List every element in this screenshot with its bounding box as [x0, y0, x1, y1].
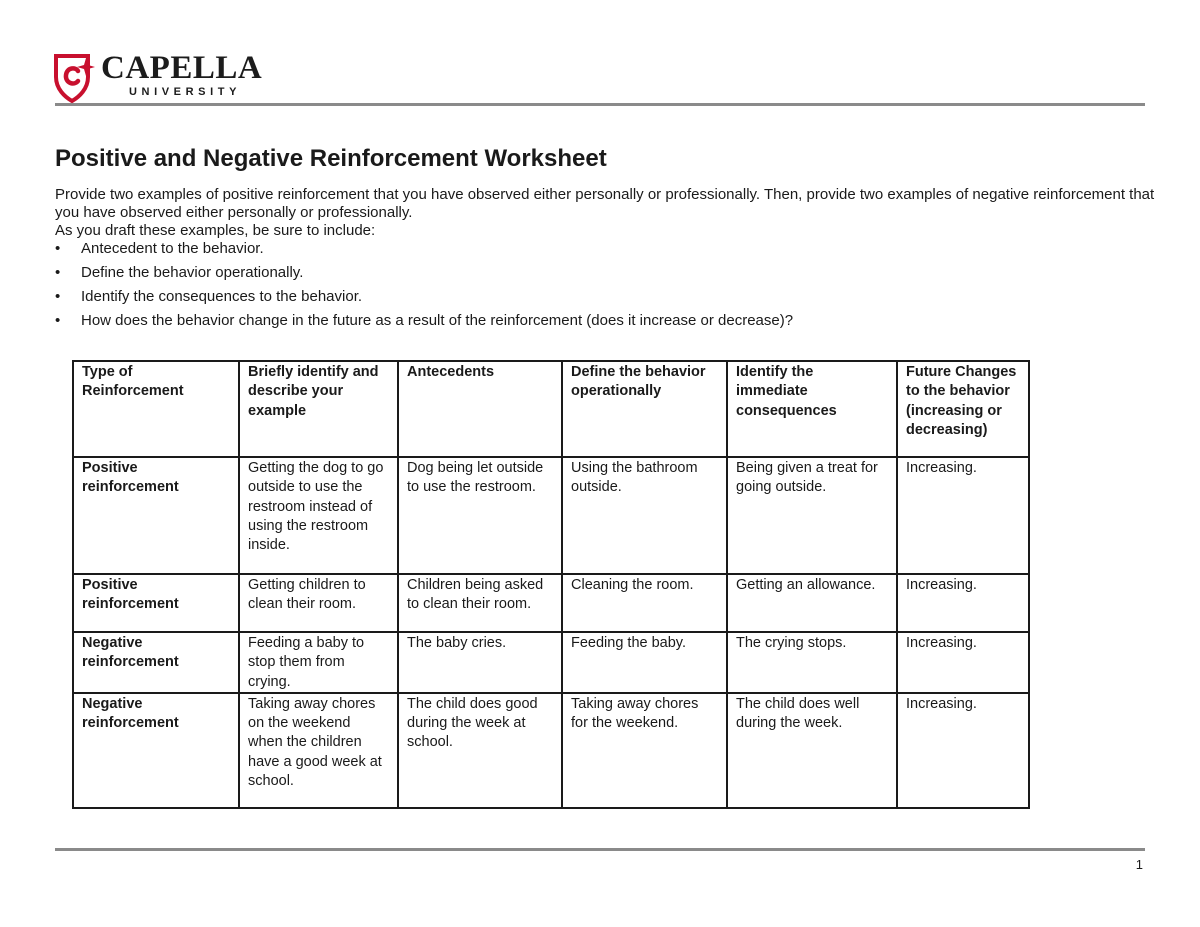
- table-row: [73, 574, 1029, 632]
- instructions-lead: As you draft these examples, be sure to include:: [55, 222, 376, 239]
- table-cell: Feeding the baby.: [562, 632, 727, 693]
- table-row: [73, 693, 1029, 808]
- list-item: • How does the behavior change in the future as a result of the reinforcement (does it increase or decrease)?: [55, 312, 1155, 330]
- column-header: Identify the immediate consequences: [727, 361, 897, 457]
- table-row: [73, 457, 1029, 574]
- table-cell: Getting children to clean their room.: [239, 574, 398, 632]
- table-cell: Increasing.: [897, 632, 1029, 693]
- logo-subtitle: UNIVERSITY: [129, 86, 242, 98]
- table-cell: Increasing.: [897, 693, 1029, 808]
- reinforcement-table: [72, 360, 1030, 809]
- table-cell: The child does well during the week.: [727, 693, 897, 808]
- page-title: Positive and Negative Reinforcement Worksheet: [55, 145, 607, 172]
- column-header: Briefly identify and describe your example: [239, 361, 398, 457]
- column-header: Future Changes to the behavior (increasing or decreasing): [897, 361, 1029, 457]
- table-cell: Positive reinforcement: [73, 457, 239, 574]
- table-cell: Increasing.: [897, 457, 1029, 574]
- list-item: • Define the behavior operationally.: [55, 264, 1155, 282]
- table-cell: The crying stops.: [727, 632, 897, 693]
- table-row: [73, 632, 1029, 693]
- column-header: Type of Reinforcement: [73, 361, 239, 457]
- table-header-row: [73, 361, 1029, 457]
- table-cell: Negative reinforcement: [73, 693, 239, 808]
- instructions-list: [55, 240, 1155, 330]
- instructions: [55, 186, 1155, 336]
- table-cell: Taking away chores for the weekend.: [562, 693, 727, 808]
- footer-divider: [55, 848, 1145, 851]
- table-cell: Dog being let outside to use the restroom.: [398, 457, 562, 574]
- list-item: • Identify the consequences to the behavior.: [55, 288, 1155, 306]
- table-cell: Feeding a baby to stop them from crying.: [239, 632, 398, 693]
- logo-wordmark: CAPELLA: [101, 50, 263, 86]
- instructions-paragraph: Provide two examples of positive reinforcement that you have observed either personally or professionally. Then, provide two examples of negative reinforcement that you have observed either personally or professionally.: [55, 186, 1155, 221]
- page-number: 1: [1135, 857, 1143, 872]
- table-cell: Negative reinforcement: [73, 632, 239, 693]
- header-divider: [55, 103, 1145, 106]
- table-cell: Taking away chores on the weekend when the children have a good week at school.: [239, 693, 398, 808]
- table-cell: The child does good during the week at school.: [398, 693, 562, 808]
- column-header: Define the behavior operationally: [562, 361, 727, 457]
- table-cell: Positive reinforcement: [73, 574, 239, 632]
- table-cell: Using the bathroom outside.: [562, 457, 727, 574]
- capella-shield-icon: [53, 53, 97, 103]
- table-cell: Getting an allowance.: [727, 574, 897, 632]
- table-cell: Children being asked to clean their room.: [398, 574, 562, 632]
- table-cell: Increasing.: [897, 574, 1029, 632]
- column-header: Antecedents: [398, 361, 562, 457]
- table-cell: Cleaning the room.: [562, 574, 727, 632]
- table-cell: Being given a treat for going outside.: [727, 457, 897, 574]
- table-cell: The baby cries.: [398, 632, 562, 693]
- list-item: • Antecedent to the behavior.: [55, 240, 1155, 258]
- table-cell: Getting the dog to go outside to use the restroom instead of using the restroom inside.: [239, 457, 398, 574]
